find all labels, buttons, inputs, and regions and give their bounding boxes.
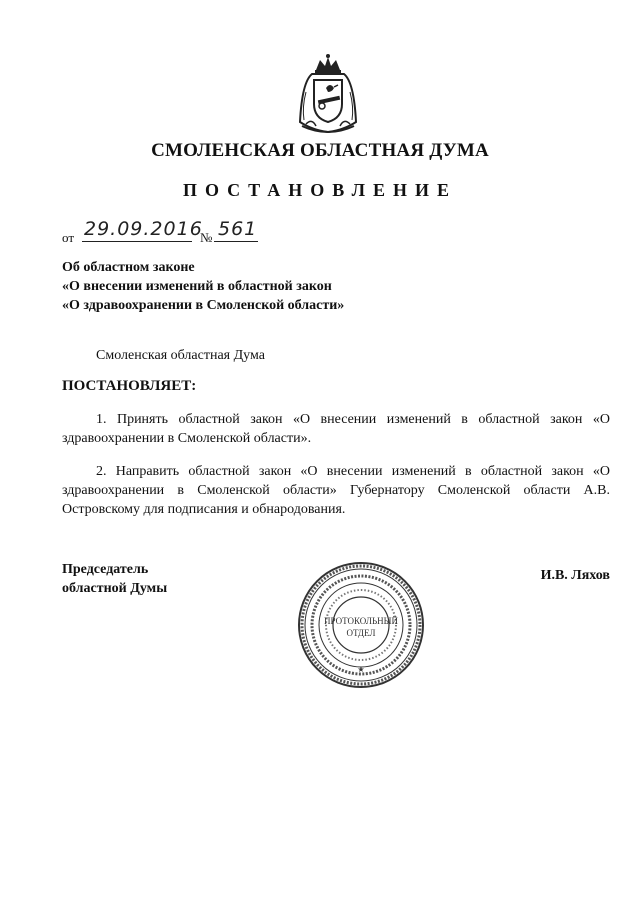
date-underline (82, 241, 192, 242)
document-type: ПОСТАНОВЛЕНИЕ (182, 180, 458, 200)
document-subject (62, 258, 344, 315)
signatory-name: И.В. Ляхов (540, 568, 610, 583)
subject-line: «О внесении изменений в областной закон (62, 279, 332, 294)
subject-line: «О здравоохранении в Смоленской области» (62, 298, 345, 313)
position-line: Председатель (62, 562, 149, 577)
number-label: № (200, 230, 213, 245)
stamp-star-icon: ★ (357, 665, 365, 674)
signatory-position (62, 560, 167, 598)
handwritten-number: 561 (218, 218, 258, 240)
number-underline (214, 241, 258, 242)
stamp-center-line: ПРОТОКОЛЬНЫЙ (324, 616, 398, 626)
paragraph-2: 2. Направить областной закон «О внесении изменений в областной закон «О здравоохранении в Смоленской области» Губернатору Смоленской области А.В. Островскому для подписания и обнародования. (62, 464, 610, 517)
org-title: СМОЛЕНСКАЯ ОБЛАСТНАЯ ДУМА (151, 140, 489, 161)
smolensk-coat-of-arms-icon (292, 52, 364, 136)
paragraph-1: 1. Принять областной закон «О внесении изменений в областной закон «О здравоохранении в Смоленской области». (62, 412, 610, 446)
date-from-label: от (62, 230, 75, 245)
position-line: областной Думы (62, 581, 168, 596)
intro-text: Смоленская областная Дума (96, 348, 265, 363)
subject-line: Об областном законе (62, 260, 195, 275)
stamp-center-line: ОТДЕЛ (346, 628, 376, 638)
official-seal-stamp (296, 560, 426, 690)
handwritten-date: 29.09.2016 (84, 218, 203, 240)
decree-heading: ПОСТАНОВЛЯЕТ: (62, 378, 197, 394)
